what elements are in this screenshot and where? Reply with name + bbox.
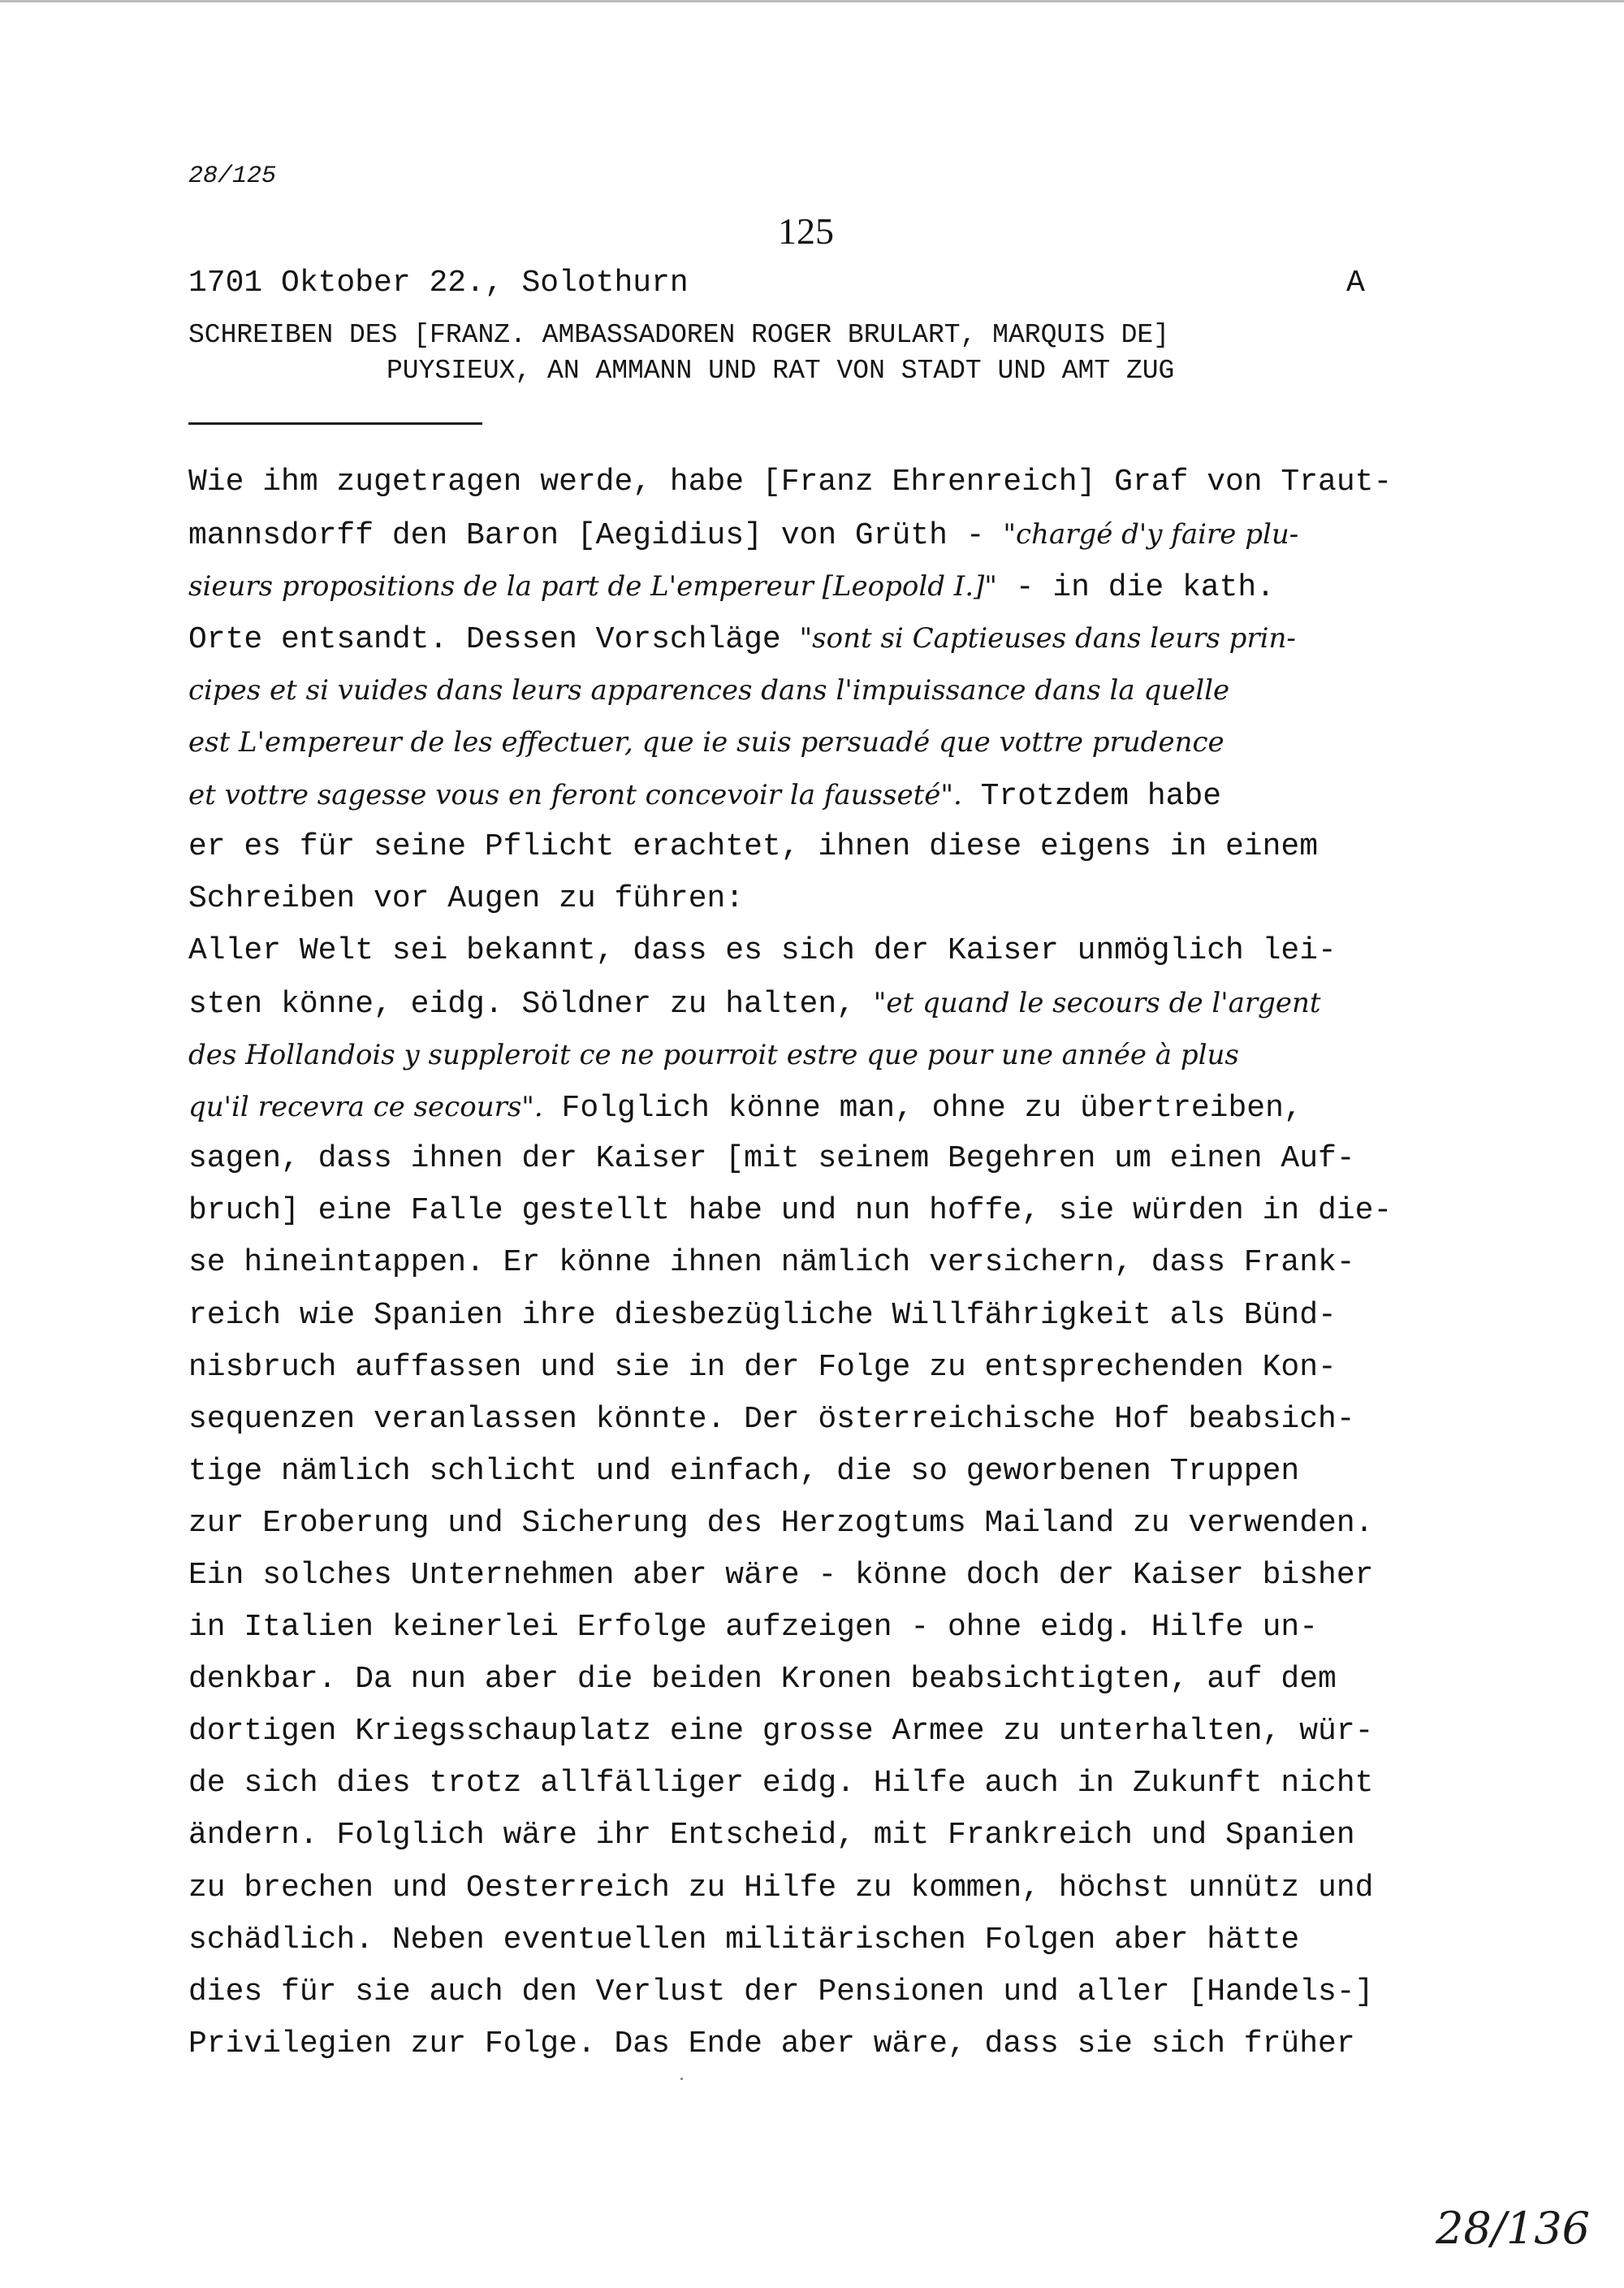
body-line: nisbruch auffassen und sie in der Folge zu entsprechenden Kon- bbox=[188, 1349, 1337, 1385]
document-title-line2: PUYSIEUX, AN AMMANN UND RAT VON STADT UND AMT ZUG bbox=[387, 356, 1175, 386]
body-line: in Italien keinerlei Erfolge aufzeigen - ohne eidg. Hilfe un- bbox=[188, 1610, 1319, 1646]
body-line: dies für sie auch den Verlust der Pensionen und aller [Handels-] bbox=[188, 1974, 1374, 2009]
body-line: Schreiben vor Augen zu führen: bbox=[188, 880, 745, 916]
body-line: Orte entsandt. Dessen Vorschläge "sont si Captieuses dans leurs prin- bbox=[188, 622, 1296, 658]
body-line: tige nämlich schlicht und einfach, die so geworbenen Truppen bbox=[188, 1453, 1300, 1489]
title-separator bbox=[188, 422, 482, 425]
body-line: des Hollandois y suppleroit ce ne pourroit estre que pour une année à plus bbox=[188, 1039, 1239, 1072]
document-title-line1: SCHREIBEN DES [FRANZ. AMBASSADOREN ROGER BRULART, MARQUIS DE] bbox=[188, 320, 1169, 350]
body-line: cipes et si vuides dans leurs apparences dans l'impuissance dans la quelle bbox=[188, 674, 1230, 707]
page-number: 125 bbox=[778, 210, 834, 252]
body-line: er es für seine Pflicht erachtet, ihnen diese eigens in einem bbox=[188, 828, 1319, 864]
body-line: bruch] eine Falle gestellt habe und nun hoffe, sie würden in die- bbox=[188, 1193, 1393, 1229]
body-line: sequenzen veranlassen könnte. Der österreichische Hof beabsich- bbox=[188, 1401, 1355, 1437]
body-line: Privilegien zur Folge. Das Ende aber wäre, dass sie sich früher bbox=[188, 2026, 1355, 2061]
body-line: schädlich. Neben eventuellen militärischen Folgen aber hätte bbox=[188, 1922, 1300, 1957]
body-line: sten könne, eidg. Söldner zu halten, "et quand le secours de l'argent bbox=[188, 986, 1321, 1022]
body-line: reich wie Spanien ihre diesbezügliche Willfährigkeit als Bünd- bbox=[188, 1297, 1337, 1333]
body-line: zur Eroberung und Sicherung des Herzogtums Mailand zu verwenden. bbox=[188, 1505, 1374, 1541]
body-line: est L'empereur de les effectuer, que ie suis persuadé que vottre prudence bbox=[188, 726, 1224, 759]
body-line: mannsdorff den Baron [Aegidius] von Grüth - "chargé d'y faire plu- bbox=[188, 518, 1299, 554]
body-line: dortigen Kriegsschauplatz eine grosse Armee zu unterhalten, wür- bbox=[188, 1714, 1374, 1750]
body-line: Wie ihm zugetragen werde, habe [Franz Ehrenreich] Graf von Traut- bbox=[188, 465, 1393, 500]
body-line: se hineintappen. Er könne ihnen nämlich versichern, dass Frank- bbox=[188, 1245, 1355, 1281]
letter-marker: A bbox=[1346, 266, 1365, 301]
body-line: zu brechen und Oesterreich zu Hilfe zu kommen, höchst unnütz und bbox=[188, 1870, 1374, 1905]
body-line: Aller Welt sei bekannt, dass es sich der Kaiser unmöglich lei- bbox=[188, 932, 1337, 968]
scan-speck bbox=[680, 2078, 683, 2080]
scan-top-edge bbox=[0, 0, 1624, 2]
body-line: ändern. Folglich wäre ihr Entscheid, mit Frankreich und Spanien bbox=[188, 1818, 1355, 1853]
date-place: 1701 Oktober 22., Solothurn bbox=[188, 266, 689, 301]
body-line: Ein solches Unternehmen aber wäre - könne doch der Kaiser bisher bbox=[188, 1557, 1374, 1593]
body-line: denkbar. Da nun aber die beiden Kronen beabsichtigten, auf dem bbox=[188, 1662, 1337, 1698]
body-line: sagen, dass ihnen der Kaiser [mit seinem Begehren um einen Auf- bbox=[188, 1141, 1355, 1177]
handwritten-folio-mark: 28/136 bbox=[1436, 2203, 1590, 2254]
document-reference: 28/125 bbox=[188, 162, 277, 190]
body-line: de sich dies trotz allfälliger eidg. Hilfe auch in Zukunft nicht bbox=[188, 1766, 1374, 1801]
document-body bbox=[188, 456, 1488, 2070]
body-line: et vottre sagesse vous en feront concevoir la fausseté". Trotzdem habe bbox=[188, 778, 1222, 814]
body-line: sieurs propositions de la part de L'empereur [Leopold I.]" - in die kath. bbox=[188, 570, 1275, 606]
body-line: qu'il recevra ce secours". Folglich könne man, ohne zu übertreiben, bbox=[188, 1091, 1302, 1127]
